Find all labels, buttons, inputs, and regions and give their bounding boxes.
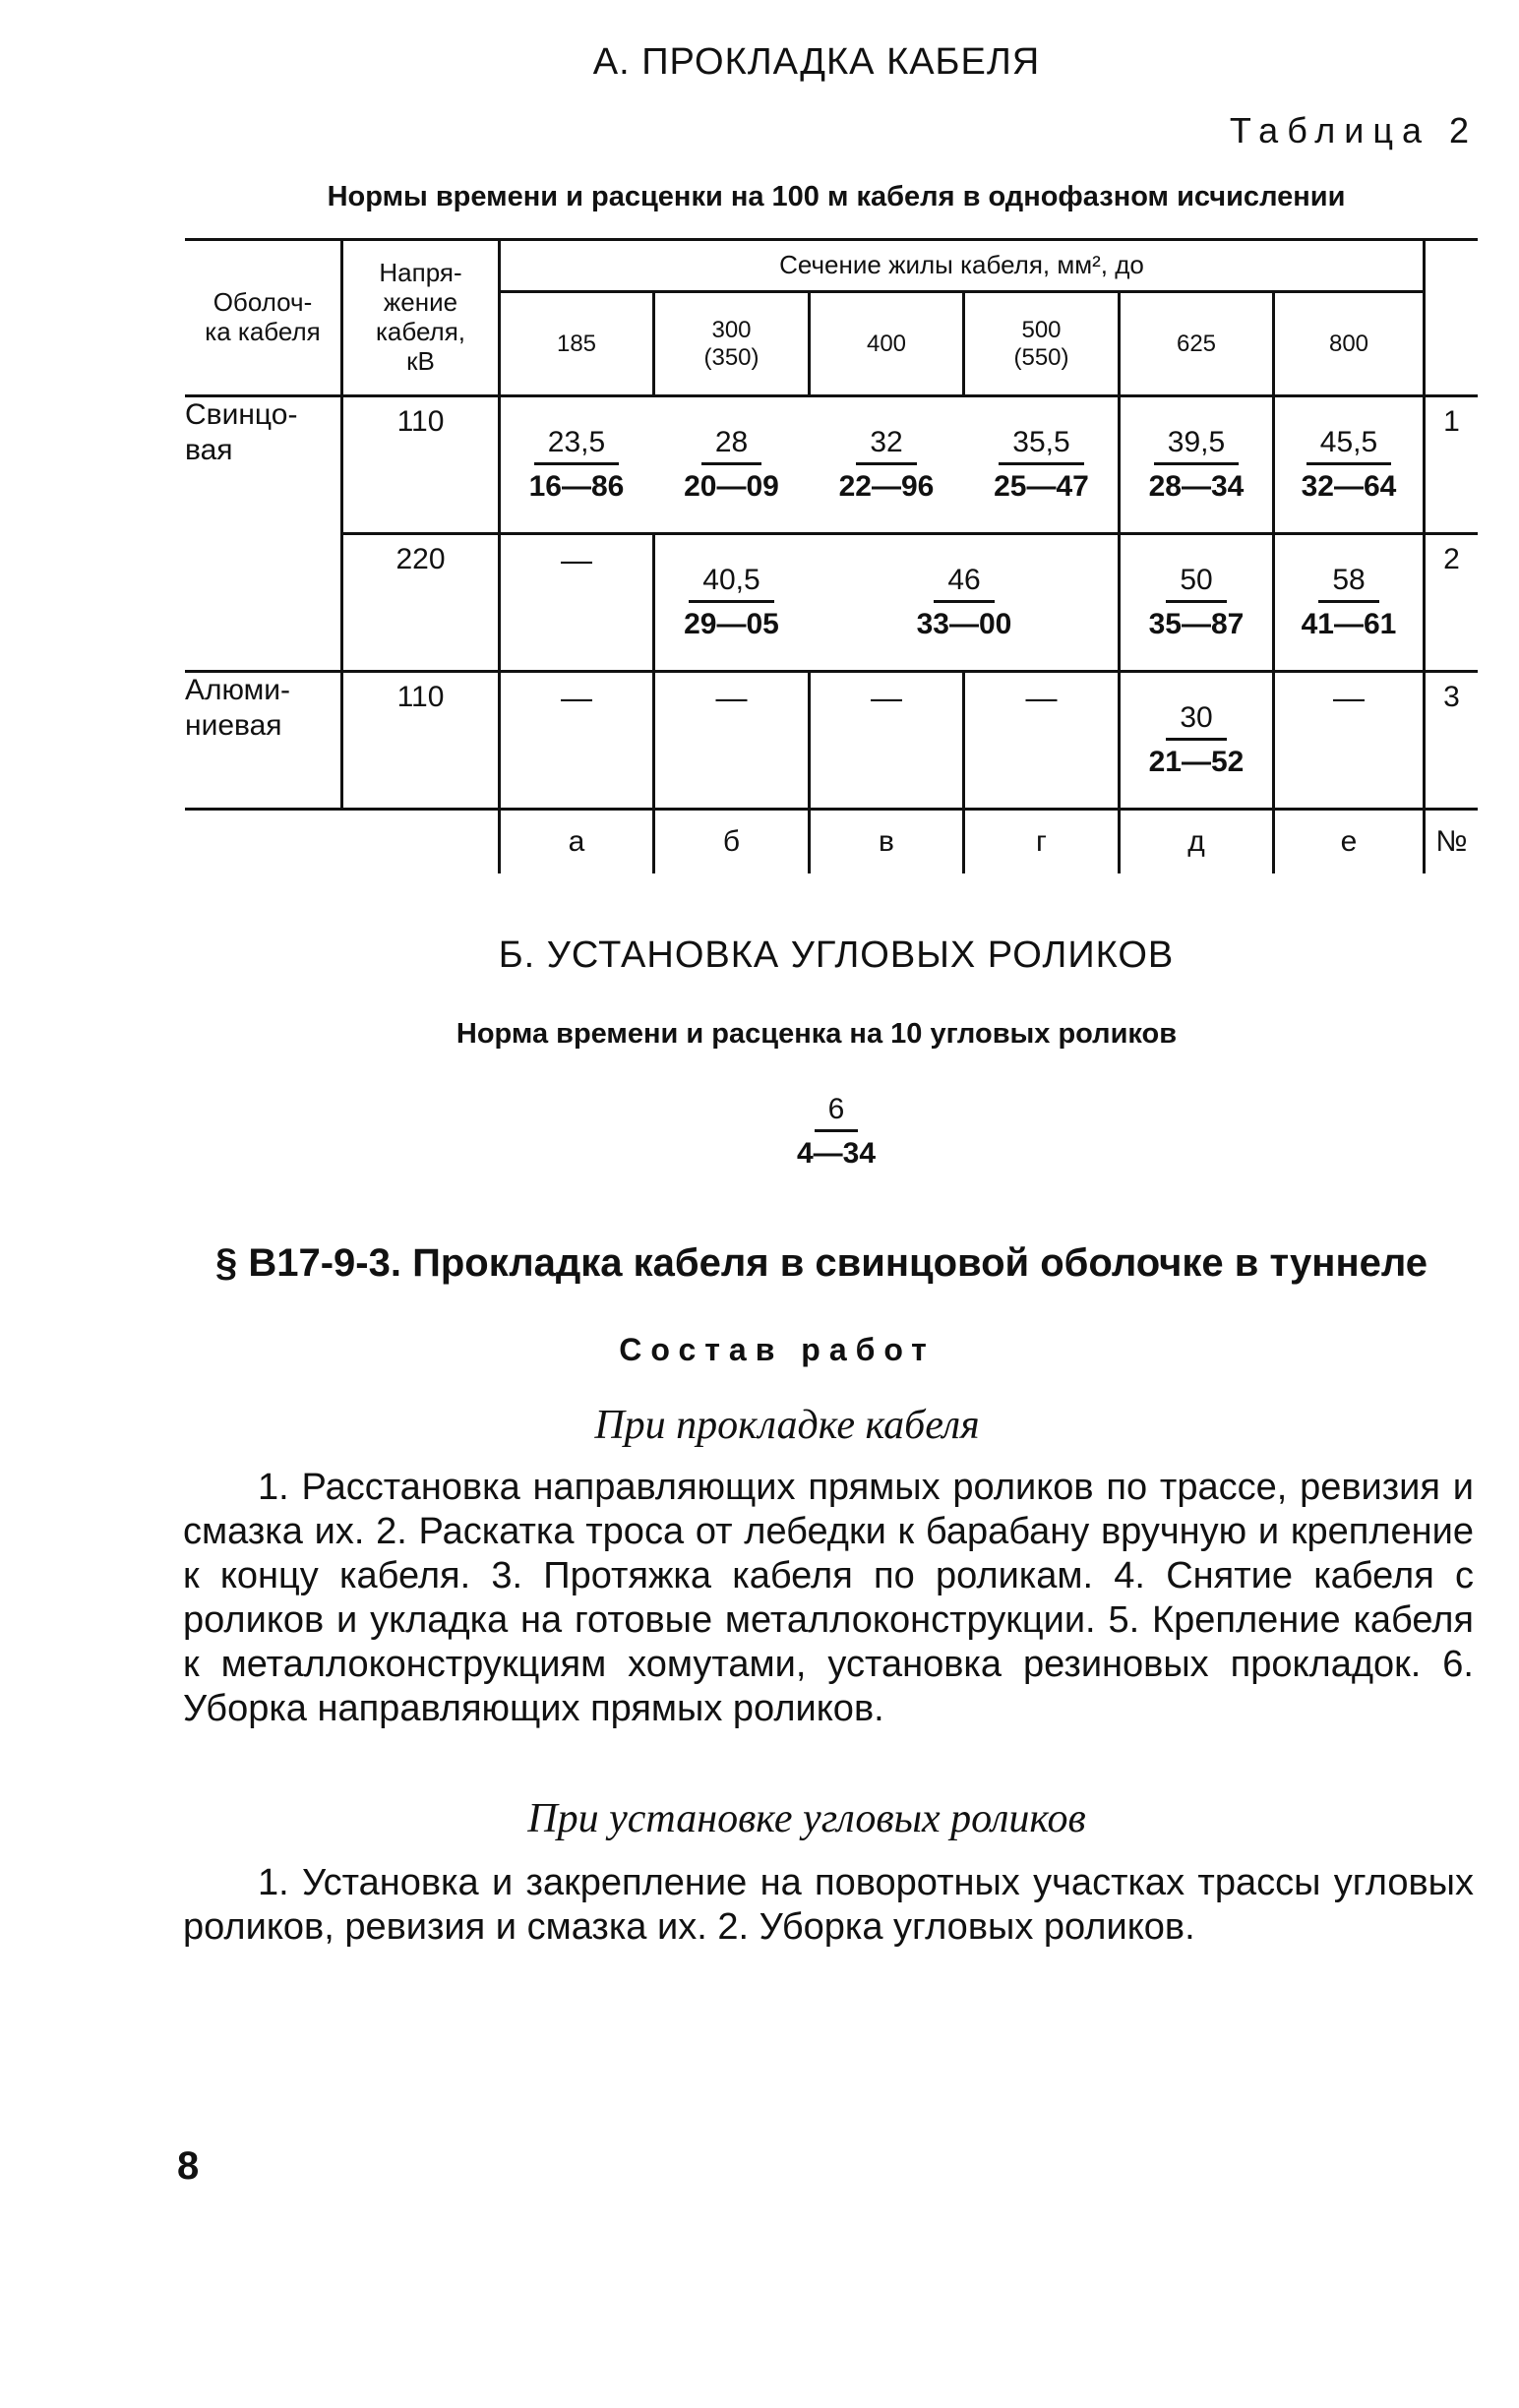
column-letter: в (879, 825, 894, 858)
paragraph-heading: § В17-9-3. Прокладка кабеля в свинцовой оболочке в туннеле (215, 1241, 1428, 1285)
column-letter: д (1187, 825, 1205, 858)
row-number: 1 (1443, 405, 1460, 438)
row-sheath-label: Алюми- ниевая (185, 674, 291, 742)
table-cell-dash: — (1025, 679, 1058, 715)
composition-title: Состав работ (619, 1332, 936, 1367)
table-cell: $\frac{35,5}{25—47}$ (994, 426, 1089, 503)
table-cell-dash: — (561, 679, 592, 715)
column-letter: е (1340, 825, 1358, 858)
table-label: Таблица 2 (1229, 110, 1478, 150)
column-letter: б (722, 825, 741, 858)
header-sheath: Оболоч- ка кабеля (205, 286, 321, 346)
table-cell: $\frac{58}{41—61}$ (1301, 564, 1397, 640)
header-column: 625 (1176, 330, 1217, 357)
table-cell: $\frac{46}{33—00}$ (916, 564, 1012, 640)
header-column: 300 (350) (703, 316, 760, 371)
table-cell: $\frac{50}{35—87}$ (1148, 564, 1245, 640)
table-cell-dash: — (561, 541, 592, 577)
norms-table (185, 234, 1478, 873)
roller-caption: Норма времени и расценка на 10 угловых роликов (456, 1018, 1178, 1050)
header-column: 400 (866, 330, 907, 357)
row-sheath-label: Свинцо- вая (185, 398, 298, 466)
table-cell-dash: — (1333, 679, 1365, 715)
row-number: 2 (1443, 543, 1460, 575)
row-voltage: 110 (396, 405, 445, 438)
table-cell-dash: — (715, 679, 748, 715)
table-cell: $\frac{32}{22—96}$ (838, 426, 935, 503)
column-number-sign: № (1435, 825, 1468, 858)
section-b-title: Б. УСТАНОВКА УГЛОВЫХ РОЛИКОВ (498, 934, 1175, 976)
header-column: 500 (550) (1013, 316, 1069, 371)
subtitle-rollers: При установке угловых роликов (527, 1796, 1086, 1841)
text-rollers: 1. Установка и закрепление на поворотных участках трассы угловых роликов, ревизия и смазка их. 2. Уборка угловых роликов. (183, 1862, 1474, 1948)
row-voltage: 220 (395, 543, 446, 575)
table-cell: $\frac{30}{21—52}$ (1148, 701, 1245, 778)
row-voltage: 110 (396, 681, 445, 713)
table-cell-dash: — (871, 679, 902, 715)
table-cell: $\frac{45,5}{32—64}$ (1301, 426, 1397, 503)
column-letter: а (568, 825, 585, 858)
header-column: 800 (1328, 330, 1369, 357)
roller-norm: 6 4—34 (796, 1093, 877, 1170)
row-number: 3 (1443, 681, 1460, 713)
subtitle-laying: При прокладке кабеля (594, 1403, 980, 1448)
section-a-title: А. ПРОКЛАДКА КАБЕЛЯ (592, 41, 1041, 83)
column-letter: г (1036, 825, 1047, 858)
table-cell: $\frac{28}{20—09}$ (684, 426, 779, 503)
header-column: 185 (556, 330, 597, 357)
table-caption: Нормы времени и расценки на 100 м кабеля в однофазном исчислении (327, 181, 1346, 212)
table-cell: $\frac{40,5}{29—05}$ (684, 564, 779, 640)
page-number: 8 (177, 2144, 200, 2188)
text-laying: 1. Расстановка направляющих прямых роликов по трассе, ревизия и смазка их. 2. Раскатка троса от лебедки к барабану вручную и крепление к концу кабеля. 3. Протяжка кабеля по роликам. 4. Снятие кабеля с роликов и укладка на готовые металлоконструкции. 5. Крепление кабеля к металлоконструкциям хомутами, установка резиновых прокладок. 6. Уборка направляющих прямых роликов. (183, 1467, 1474, 1729)
header-section: Сечение жилы кабеля, мм², до (779, 249, 1144, 279)
table-cell: $\frac{23,5}{16—86}$ (528, 426, 625, 503)
header-voltage: Напря- жение кабеля, кВ (375, 257, 466, 376)
table-cell: $\frac{39,5}{28—34}$ (1148, 426, 1245, 503)
